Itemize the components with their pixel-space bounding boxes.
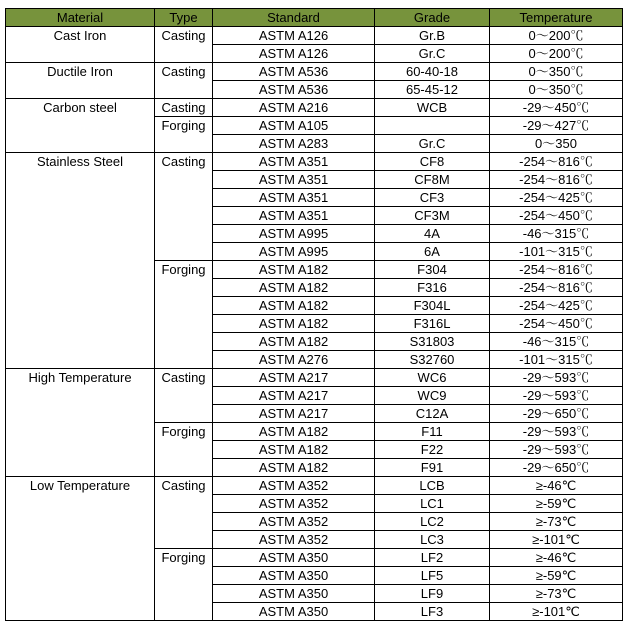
grade-cell: LCB: [375, 477, 490, 495]
temperature-cell: -29～650℃: [490, 405, 623, 423]
header-type: Type: [155, 9, 213, 27]
grade-cell: Gr.C: [375, 135, 490, 153]
temperature-cell: -254～450℃: [490, 207, 623, 225]
grade-cell: LF5: [375, 567, 490, 585]
grade-cell: 4A: [375, 225, 490, 243]
grade-cell: F316L: [375, 315, 490, 333]
standard-cell: ASTM A217: [213, 387, 375, 405]
temperature-cell: -29～427℃: [490, 117, 623, 135]
header-temperature: Temperature: [490, 9, 623, 27]
temperature-cell: -29～593℃: [490, 441, 623, 459]
temperature-cell: ≥-46℃: [490, 549, 623, 567]
temperature-cell: 0～200℃: [490, 27, 623, 45]
table-body: [6, 27, 623, 621]
temperature-cell: 0～350℃: [490, 81, 623, 99]
type-cell: Casting: [155, 369, 213, 423]
standard-cell: ASTM A182: [213, 261, 375, 279]
standard-cell: ASTM A995: [213, 243, 375, 261]
standard-cell: ASTM A126: [213, 45, 375, 63]
type-cell: Forging: [155, 549, 213, 621]
temperature-cell: -46～315℃: [490, 225, 623, 243]
temperature-cell: -29～593℃: [490, 369, 623, 387]
temperature-cell: -254～816℃: [490, 171, 623, 189]
standard-cell: ASTM A182: [213, 315, 375, 333]
temperature-cell: -254～425℃: [490, 189, 623, 207]
table-row: [6, 63, 623, 81]
temperature-cell: ≥-101℃: [490, 531, 623, 549]
grade-cell: S31803: [375, 333, 490, 351]
temperature-cell: -29～593℃: [490, 423, 623, 441]
grade-cell: 6A: [375, 243, 490, 261]
header-row: [6, 9, 623, 27]
type-cell: Casting: [155, 153, 213, 261]
material-cell: Carbon steel: [6, 99, 155, 153]
temperature-cell: -254～816℃: [490, 279, 623, 297]
temperature-cell: -101～315℃: [490, 243, 623, 261]
standard-cell: ASTM A182: [213, 333, 375, 351]
grade-cell: F304L: [375, 297, 490, 315]
grade-cell: S32760: [375, 351, 490, 369]
temperature-cell: -254～425℃: [490, 297, 623, 315]
grade-cell: LF3: [375, 603, 490, 621]
type-cell: Casting: [155, 63, 213, 99]
grade-cell: CF3M: [375, 207, 490, 225]
standard-cell: ASTM A352: [213, 513, 375, 531]
temperature-cell: 0～200℃: [490, 45, 623, 63]
type-cell: Casting: [155, 27, 213, 63]
material-cell: High Temperature: [6, 369, 155, 477]
standard-cell: ASTM A350: [213, 603, 375, 621]
table-row: [6, 99, 623, 117]
temperature-cell: ≥-73℃: [490, 513, 623, 531]
standard-cell: ASTM A350: [213, 567, 375, 585]
grade-cell: F91: [375, 459, 490, 477]
standard-cell: ASTM A352: [213, 531, 375, 549]
grade-cell: F22: [375, 441, 490, 459]
standard-cell: ASTM A182: [213, 423, 375, 441]
standard-cell: ASTM A352: [213, 495, 375, 513]
grade-cell: [375, 117, 490, 135]
type-cell: Casting: [155, 99, 213, 117]
materials-table: [5, 8, 623, 621]
material-cell: Cast Iron: [6, 27, 155, 63]
grade-cell: LC3: [375, 531, 490, 549]
table-row: [6, 477, 623, 495]
grade-cell: WC9: [375, 387, 490, 405]
standard-cell: ASTM A351: [213, 153, 375, 171]
standard-cell: ASTM A276: [213, 351, 375, 369]
standard-cell: ASTM A182: [213, 297, 375, 315]
temperature-cell: -29～650℃: [490, 459, 623, 477]
header-grade: Grade: [375, 9, 490, 27]
grade-cell: LC2: [375, 513, 490, 531]
temperature-cell: ≥-59℃: [490, 567, 623, 585]
standard-cell: ASTM A126: [213, 27, 375, 45]
standard-cell: ASTM A536: [213, 81, 375, 99]
grade-cell: 65-45-12: [375, 81, 490, 99]
temperature-cell: -254～450℃: [490, 315, 623, 333]
standard-cell: ASTM A536: [213, 63, 375, 81]
standard-cell: ASTM A182: [213, 459, 375, 477]
grade-cell: LF9: [375, 585, 490, 603]
table-row: [6, 153, 623, 171]
header-material: Material: [6, 9, 155, 27]
temperature-cell: ≥-73℃: [490, 585, 623, 603]
grade-cell: CF8: [375, 153, 490, 171]
header-standard: Standard: [213, 9, 375, 27]
standard-cell: ASTM A995: [213, 225, 375, 243]
temperature-cell: -29～450℃: [490, 99, 623, 117]
type-cell: Forging: [155, 117, 213, 153]
grade-cell: LF2: [375, 549, 490, 567]
standard-cell: ASTM A351: [213, 171, 375, 189]
temperature-cell: -254～816℃: [490, 153, 623, 171]
temperature-cell: -29～593℃: [490, 387, 623, 405]
standard-cell: ASTM A350: [213, 549, 375, 567]
temperature-cell: -46～315℃: [490, 333, 623, 351]
grade-cell: F11: [375, 423, 490, 441]
material-cell: Low Temperature: [6, 477, 155, 621]
table-row: [6, 369, 623, 387]
standard-cell: ASTM A351: [213, 189, 375, 207]
type-cell: Forging: [155, 261, 213, 369]
material-cell: Stainless Steel: [6, 153, 155, 369]
grade-cell: F304: [375, 261, 490, 279]
grade-cell: LC1: [375, 495, 490, 513]
standard-cell: ASTM A216: [213, 99, 375, 117]
grade-cell: CF8M: [375, 171, 490, 189]
grade-cell: WCB: [375, 99, 490, 117]
temperature-cell: 0～350: [490, 135, 623, 153]
grade-cell: Gr.C: [375, 45, 490, 63]
standard-cell: ASTM A182: [213, 279, 375, 297]
standard-cell: ASTM A351: [213, 207, 375, 225]
grade-cell: C12A: [375, 405, 490, 423]
standard-cell: ASTM A217: [213, 369, 375, 387]
standard-cell: ASTM A352: [213, 477, 375, 495]
standard-cell: ASTM A182: [213, 441, 375, 459]
type-cell: Forging: [155, 423, 213, 477]
material-cell: Ductile Iron: [6, 63, 155, 99]
temperature-cell: 0～350℃: [490, 63, 623, 81]
grade-cell: 60-40-18: [375, 63, 490, 81]
temperature-cell: ≥-59℃: [490, 495, 623, 513]
temperature-cell: ≥-46℃: [490, 477, 623, 495]
temperature-cell: -254～816℃: [490, 261, 623, 279]
grade-cell: WC6: [375, 369, 490, 387]
grade-cell: F316: [375, 279, 490, 297]
standard-cell: ASTM A105: [213, 117, 375, 135]
grade-cell: CF3: [375, 189, 490, 207]
grade-cell: Gr.B: [375, 27, 490, 45]
temperature-cell: ≥-101℃: [490, 603, 623, 621]
standard-cell: ASTM A283: [213, 135, 375, 153]
table-row: [6, 27, 623, 45]
standard-cell: ASTM A350: [213, 585, 375, 603]
type-cell: Casting: [155, 477, 213, 549]
standard-cell: ASTM A217: [213, 405, 375, 423]
temperature-cell: -101～315℃: [490, 351, 623, 369]
